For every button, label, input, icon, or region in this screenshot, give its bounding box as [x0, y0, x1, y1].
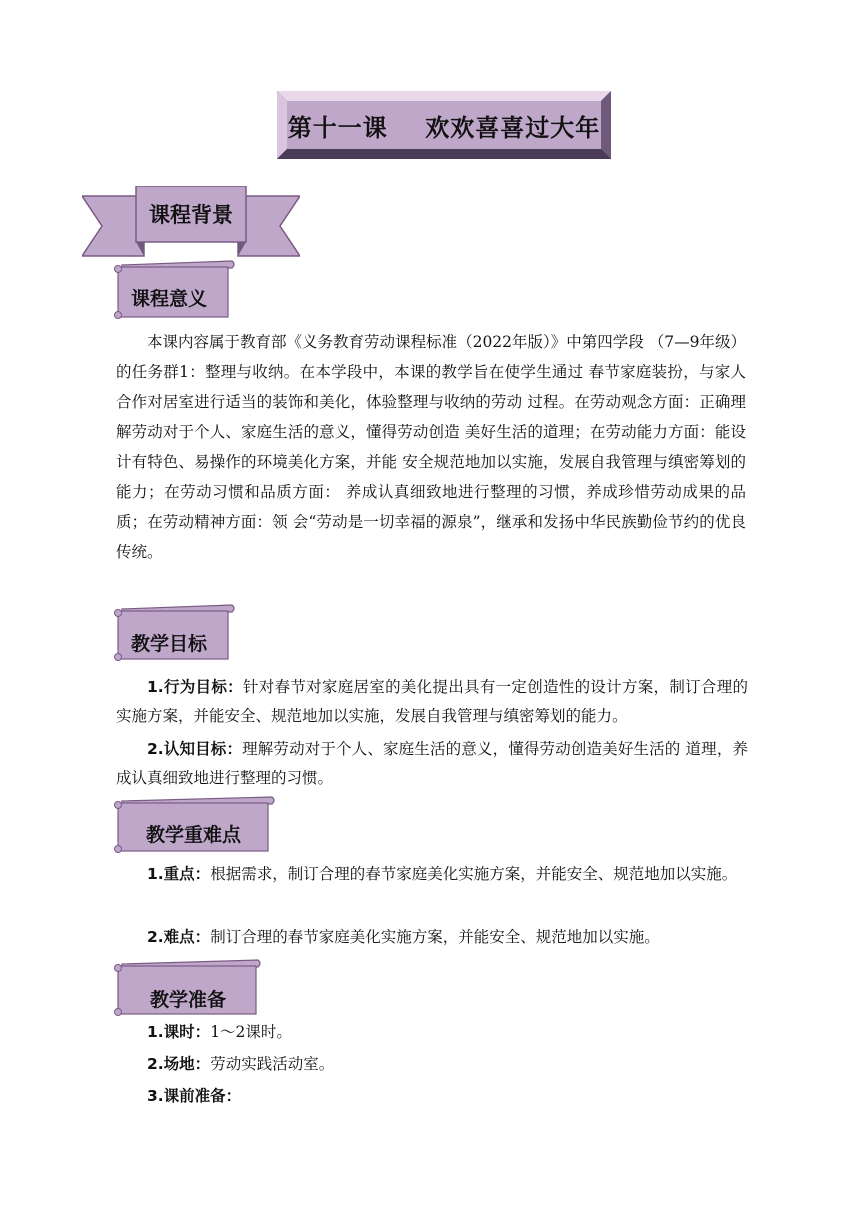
keypoint-item — [116, 923, 748, 952]
prep-label: 1.课时： — [147, 1023, 211, 1041]
keypoint-label: 1.重点： — [147, 865, 211, 883]
goal-label: 1.行为目标： — [147, 678, 243, 696]
prep-text: 1～2课时。 — [210, 1023, 292, 1041]
goal-text: 理解劳动对于个人、家庭生活的意义，懂得劳动创造美好生活的 道理，养成认真细致地进行整理的习惯。 — [116, 740, 748, 787]
keypoint-text: 根据需求，制订合理的春节家庭美化实施方案，并能安全、规范地加以实施。 — [210, 865, 738, 883]
lesson-title: 第十一课 欢欢喜喜过大年 — [287, 113, 601, 142]
goal-item — [116, 735, 748, 793]
section-title: 教学重难点 — [146, 824, 242, 846]
section-heading-significance — [112, 259, 236, 319]
prep-item — [116, 1082, 748, 1111]
keypoint-item — [116, 860, 748, 889]
goal-text: 针对春节对家庭居室的美化提出具有一定创造性的设计方案，制订合理的实施方案，并能安全、规范地加以实施，发展自我管理与缜密筹划的能力。 — [116, 678, 748, 725]
section-heading-keypoints — [112, 795, 276, 853]
section-title: 课程意义 — [131, 288, 208, 310]
prep-item — [116, 1050, 748, 1079]
lesson-title-box — [277, 91, 611, 159]
goal-item — [116, 673, 748, 731]
prep-label: 2.场地： — [147, 1055, 211, 1073]
banner-label: 课程背景 — [149, 203, 233, 227]
section-title: 教学准备 — [150, 989, 227, 1011]
course-background-banner — [82, 186, 300, 258]
prep-label: 3.课前准备： — [147, 1087, 242, 1105]
keypoint-label: 2.难点： — [147, 928, 211, 946]
significance-paragraph: 本课内容属于教育部《义务教育劳动课程标准（2022年版）》中第四学段 （7—9年级）的任务群1：整理与收纳。在本学段中，本课的教学旨在使学生通过 春节家庭装扮，与家人合作对居室进行适当的装饰和美化，体验整理与收纳的劳动 过程。在劳动观念方面：正确理解劳动对于个人、家庭生活的意义，懂得劳动创造 美好生活的道理；在劳动能力方面：能设计有特色、易操作的环境美化方案，并能 安全规范地加以实施，发展自我管理与缜密筹划的能力；在劳动习惯和品质方面： 养成认真细致地进行整理的习惯，养成珍惜劳动成果的品质；在劳动精神方面：领 会“劳动是一切幸福的源泉”，继承和发扬中华民族勤俭节约的优良传统。 — [116, 333, 746, 561]
section-heading-goals — [112, 603, 236, 661]
prep-item — [116, 1018, 748, 1047]
section-title: 教学目标 — [131, 633, 208, 655]
goal-label: 2.认知目标： — [147, 740, 243, 758]
prep-text: 劳动实践活动室。 — [210, 1055, 335, 1073]
section-heading-prep — [112, 958, 262, 1016]
keypoint-text: 制订合理的春节家庭美化实施方案，并能安全、规范地加以实施。 — [210, 928, 660, 946]
